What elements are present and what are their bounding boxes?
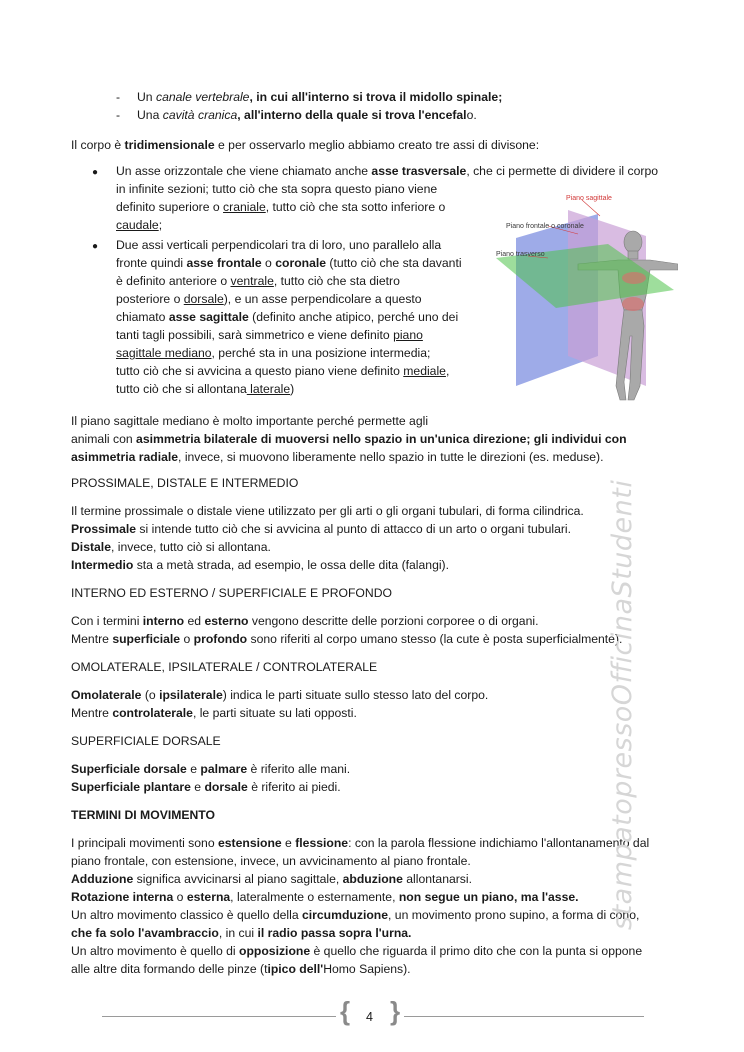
bullet-1-line-1: Un asse orizzontale che viene chiamato anche asse trasversale, che ci permette di dividere il corpo bbox=[116, 164, 659, 178]
bullet-2-line-9: tutto ciò che si allontana laterale) bbox=[116, 382, 295, 396]
label-frontal: Piano frontale o coronale bbox=[506, 223, 584, 230]
heading-interno: INTERNO ED ESTERNO / SUPERFICIALE E PROFONDO bbox=[71, 586, 392, 600]
label-transverse: Piano trasverso bbox=[496, 251, 545, 258]
heading-prossimale: PROSSIMALE, DISTALE E INTERMEDIO bbox=[71, 476, 299, 490]
omolaterale-line-1: Omolaterale (o ipsilaterale) indica le parti situate sullo stesso lato del corpo. bbox=[71, 688, 489, 702]
bullet-2-line-8: tutto ciò che si avvicina a questo piano viene definito mediale, bbox=[116, 364, 450, 378]
bullet-2-line-5: chiamato asse sagittale (definito anche atipico, perché uno dei bbox=[116, 310, 459, 324]
paragraph-sagittal-3: asimmetria radiale, invece, si muovono liberamente nello spazio in tutte le direzioni (es. meduse). bbox=[71, 450, 604, 464]
bullet-2-line-2: fronte quindi asse frontale o coronale (tutto ciò che sta davanti bbox=[116, 256, 462, 270]
omolaterale-line-2: Mentre controlaterale, le parti situate su lati opposti. bbox=[71, 706, 357, 720]
heading-termini-movimento: TERMINI DI MOVIMENTO bbox=[71, 808, 215, 822]
bullet-2-line-1: Due assi verticali perpendicolari tra di loro, uno parallelo alla bbox=[116, 238, 442, 252]
bullet-2-line-7: sagittale mediano, perché sta in una posizione intermedia; bbox=[116, 346, 431, 360]
paragraph-sagittal-1: Il piano sagittale mediano è molto importante perché permette agli bbox=[71, 414, 429, 428]
bullet-2-line-4: posteriore o dorsale), e un asse perpendicolare a questo bbox=[116, 292, 422, 306]
superficiale-line-2: Superficiale plantare e dorsale è riferito ai piedi. bbox=[71, 780, 341, 794]
anatomical-planes-figure bbox=[478, 186, 678, 408]
bullet-2-line-3: è definito anteriore o ventrale, tutto ciò che sta dietro bbox=[116, 274, 400, 288]
footer-bracket-left: { bbox=[340, 996, 351, 1026]
list-dash-item-2: Una cavità cranica, all'interno della quale si trova l'encefalo. bbox=[137, 108, 477, 122]
interno-line-1: Con i termini interno ed esterno vengono descritte delle porzioni corporee o di organi. bbox=[71, 614, 539, 628]
paragraph-sagittal-2: animali con asimmetria bilaterale di muoversi nello spazio in un'unica direzione; gli individui con bbox=[71, 432, 627, 446]
footer-rule-right bbox=[404, 1016, 644, 1017]
page-number: 4 bbox=[366, 1010, 373, 1024]
heading-superficiale-dorsale: SUPERFICIALE DORSALE bbox=[71, 734, 221, 748]
prossimale-line-1: Il termine prossimale o distale viene utilizzato per gli arti o gli organi tubulari, di forma cilindrica. bbox=[71, 504, 584, 518]
movimento-line-2: piano frontale, con estensione, invece, un avvicinamento al piano frontale. bbox=[71, 854, 471, 868]
movimento-line-6: che fa solo l'avambraccio, in cui il radio passa sopra l'urna. bbox=[71, 926, 412, 940]
movimento-line-1: I principali movimenti sono estensione e flessione: con la parola flessione indichiamo l'allontanamento dal bbox=[71, 836, 650, 850]
dash-marker: - bbox=[116, 90, 121, 104]
footer-rule-left bbox=[102, 1016, 336, 1017]
bullet-2-line-6: tanti tagli possibili, sarà simmetrico e viene definito piano bbox=[116, 328, 423, 342]
movimento-line-3: Adduzione significa avvicinarsi al piano sagittale, abduzione allontanarsi. bbox=[71, 872, 472, 886]
bullet-1-line-2: in infinite sezioni; tutto ciò che sta sopra questo piano viene bbox=[116, 182, 438, 196]
bullet-icon: ● bbox=[92, 167, 99, 178]
prossimale-line-2: Prossimale si intende tutto ciò che si avvicina al punto di attacco di un arto o organi tubulari. bbox=[71, 522, 571, 536]
dash-marker: - bbox=[116, 108, 121, 122]
interno-line-2: Mentre superficiale o profondo sono riferiti al corpo umano stesso (la cute è posta superficialmente). bbox=[71, 632, 623, 646]
superficiale-line-1: Superficiale dorsale e palmare è riferito alle mani. bbox=[71, 762, 351, 776]
bullet-1-line-3: definito superiore o craniale, tutto ciò che sta sotto inferiore o bbox=[116, 200, 446, 214]
label-sagittal: Piano sagittale bbox=[566, 195, 612, 202]
movimento-line-7: Un altro movimento è quello di opposizione è quello che riguarda il primo dito che con la punta si oppone bbox=[71, 944, 643, 958]
prossimale-line-3: Distale, invece, tutto ciò si allontana. bbox=[71, 540, 271, 554]
list-dash-item-1: Un canale vertebrale, in cui all'interno si trova il midollo spinale; bbox=[137, 90, 503, 104]
movimento-line-8: alle altre dita formando delle pinze (tipico dell'Homo Sapiens). bbox=[71, 962, 411, 976]
bullet-icon: ● bbox=[92, 241, 99, 252]
watermark: stampatopressoOfficinaStudenti bbox=[607, 479, 638, 930]
prossimale-line-4: Intermedio sta a metà strada, ad esempio, le ossa delle dita (falangi). bbox=[71, 558, 450, 572]
movimento-line-5: Un altro movimento classico è quello della circumduzione, un movimento prono supino, a forma di cono, bbox=[71, 908, 640, 922]
heading-omolaterale: OMOLATERALE, IPSILATERALE / CONTROLATERALE bbox=[71, 660, 378, 674]
movimento-line-4: Rotazione interna o esterna, lateralmente o esternamente, non segue un piano, ma l'asse. bbox=[71, 890, 579, 904]
footer-bracket-right: } bbox=[390, 996, 401, 1026]
bullet-1-line-4: caudale; bbox=[116, 218, 163, 232]
paragraph-intro: Il corpo è tridimensionale e per osservarlo meglio abbiamo creato tre assi di divisone: bbox=[71, 138, 540, 152]
